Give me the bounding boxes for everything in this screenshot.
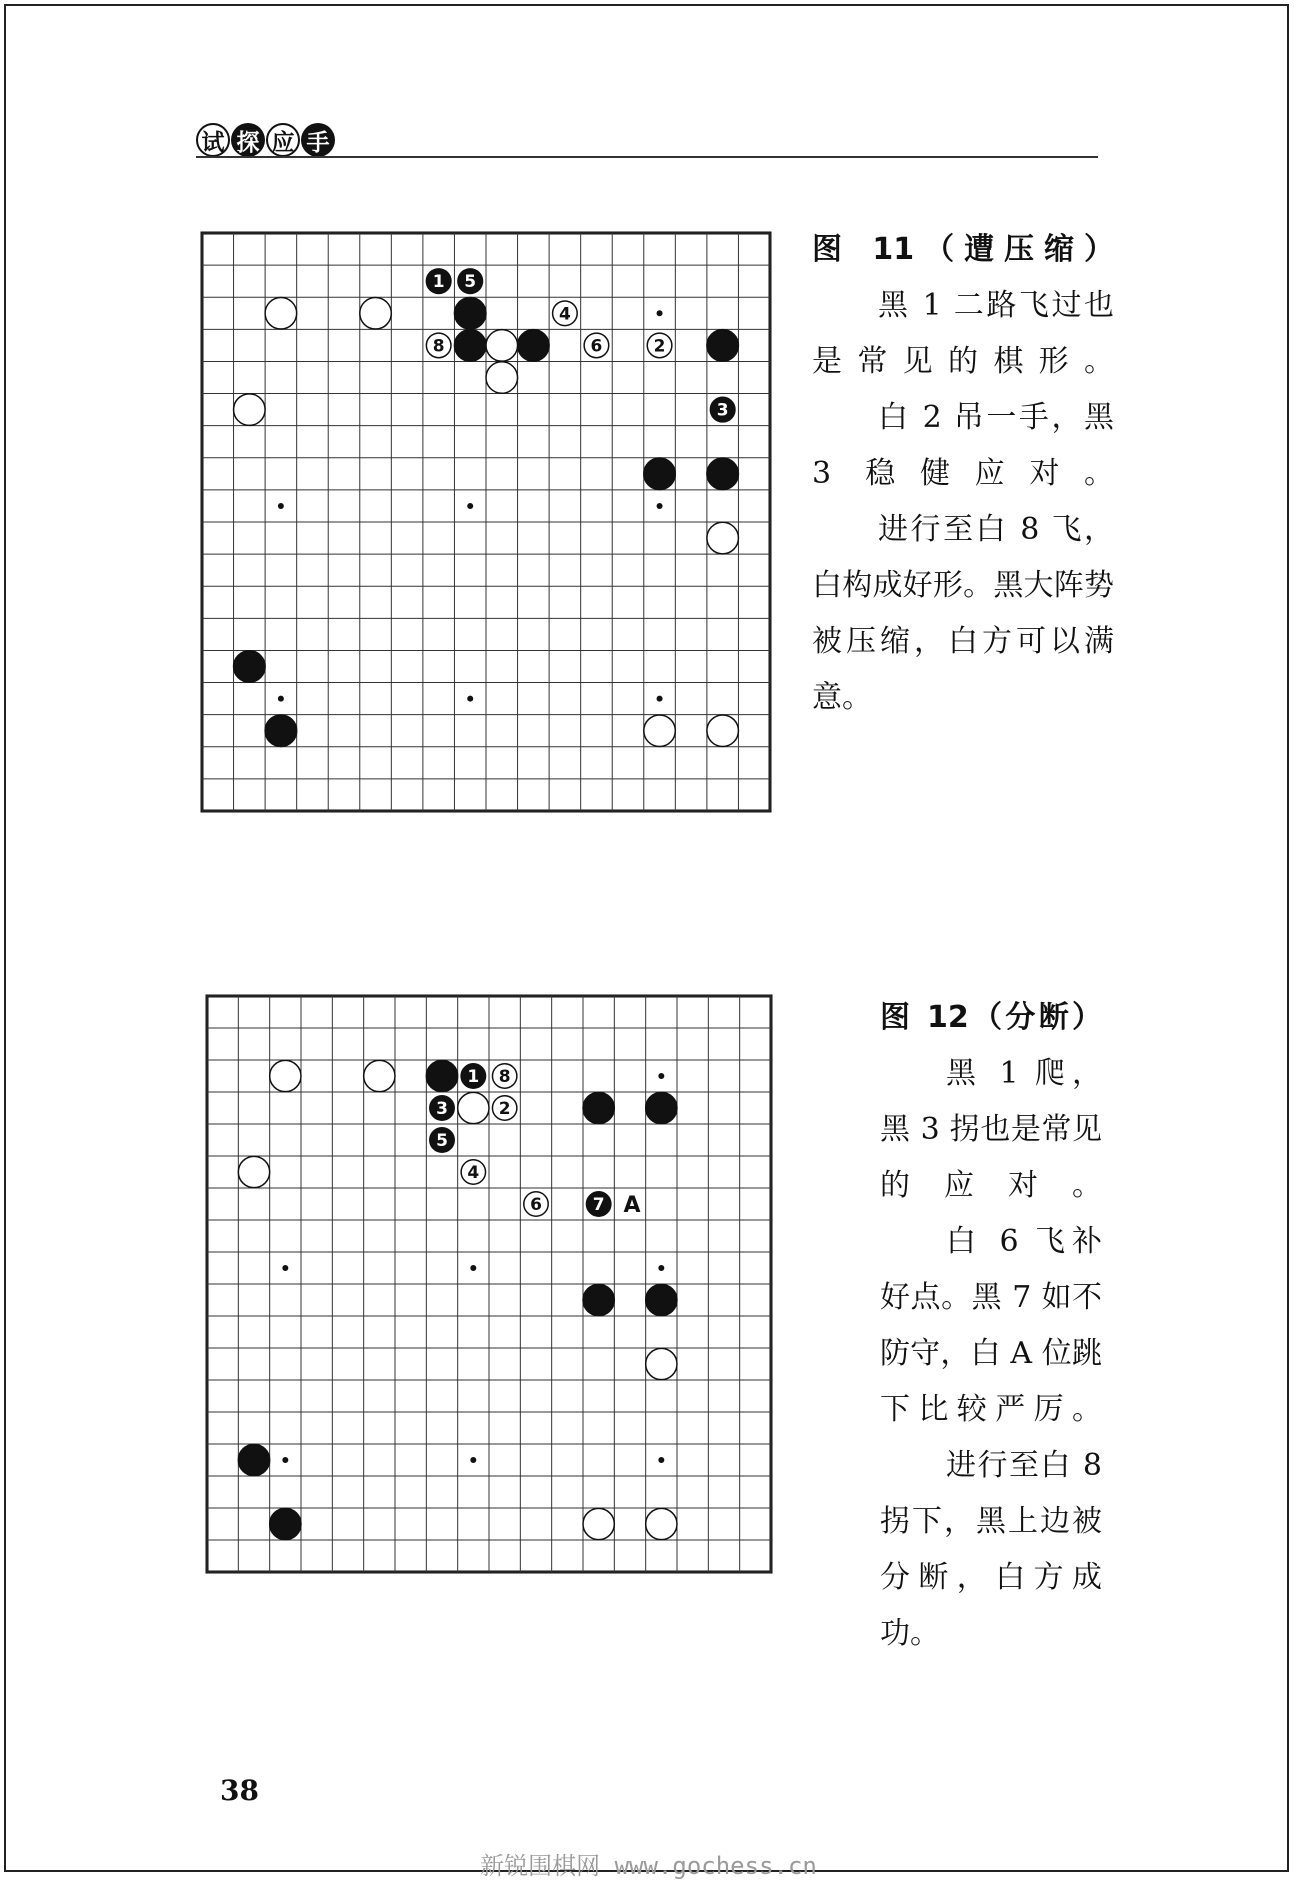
chapter-title-char: 试 — [196, 123, 230, 157]
star-point — [470, 1457, 476, 1463]
commentary-paragraph: 白 6 飞补好点。黑 7 如不防守，白 A 位跳下比较严厉。 — [880, 1224, 1102, 1427]
star-point — [657, 503, 663, 509]
diagram-caption: 图 11（遭压缩） — [812, 232, 1114, 267]
move-number: 1 — [432, 272, 445, 293]
black-stone — [707, 330, 739, 362]
move-number: 6 — [590, 336, 603, 357]
star-point — [282, 1457, 288, 1463]
chapter-title-char: 探 — [231, 123, 265, 157]
white-stone — [707, 522, 739, 554]
black-stone — [583, 1284, 614, 1315]
star-point — [470, 1265, 476, 1271]
white-stone — [238, 1156, 269, 1187]
black-stone — [518, 330, 550, 362]
diagram-12-text — [880, 990, 1102, 1662]
chapter-title-char: 手 — [301, 123, 335, 157]
move-number: 8 — [432, 336, 445, 357]
go-board-diagram-11 — [201, 232, 771, 812]
star-point — [657, 310, 663, 316]
move-number: 2 — [653, 336, 666, 357]
white-stone — [486, 330, 518, 362]
star-point — [278, 696, 284, 702]
white-stone — [707, 715, 739, 747]
black-stone — [583, 1092, 614, 1123]
white-stone — [364, 1060, 395, 1091]
star-point — [658, 1073, 664, 1079]
move-number: 4 — [558, 304, 571, 325]
watermark: 新锐围棋网 www.gochess.cn — [480, 1852, 817, 1880]
diagram-11-text — [812, 222, 1114, 726]
go-board-svg — [206, 995, 772, 1573]
move-number: 6 — [530, 1195, 542, 1215]
move-number: 4 — [467, 1163, 480, 1183]
black-stone — [644, 458, 676, 490]
white-stone — [646, 1348, 677, 1379]
star-point — [657, 696, 663, 702]
white-stone — [458, 1092, 489, 1123]
move-number: 8 — [498, 1067, 511, 1087]
black-stone — [234, 651, 266, 683]
white-stone — [265, 298, 297, 330]
black-stone — [646, 1092, 677, 1123]
white-stone — [644, 715, 676, 747]
chapter-title-char: 应 — [266, 123, 300, 157]
commentary-paragraph: 黑 1 爬，黑 3 拐也是常见的应对。 — [880, 1056, 1102, 1203]
white-stone — [486, 362, 518, 394]
black-stone — [426, 1060, 457, 1091]
chapter-header — [196, 120, 335, 160]
move-number: 5 — [464, 272, 477, 293]
black-stone — [238, 1444, 269, 1475]
black-stone — [270, 1508, 301, 1539]
commentary-paragraph: 进行至白 8 拐下，黑上边被分断，白方成功。 — [880, 1448, 1102, 1651]
move-number: 1 — [467, 1067, 480, 1087]
star-point — [658, 1457, 664, 1463]
black-stone — [646, 1284, 677, 1315]
move-number: 2 — [498, 1099, 511, 1119]
commentary-paragraph: 白 2 吊一手，黑 3 稳健应对。 — [812, 400, 1114, 491]
move-number: 3 — [716, 400, 729, 421]
go-board-diagram-12 — [206, 995, 772, 1573]
black-stone — [707, 458, 739, 490]
diagram-caption: 图 12（分断） — [880, 1000, 1102, 1035]
page-number: 38 — [220, 1774, 259, 1807]
go-board-svg — [201, 232, 771, 812]
black-stone — [454, 298, 486, 330]
star-point — [278, 503, 284, 509]
header-rule — [196, 156, 1098, 158]
white-stone — [583, 1508, 614, 1539]
move-number: 7 — [592, 1195, 605, 1215]
commentary-paragraph: 进行至白 8 飞，白构成好形。黑大阵势被压缩，白方可以满意。 — [812, 512, 1114, 715]
white-stone — [360, 298, 392, 330]
black-stone — [454, 330, 486, 362]
star-point — [467, 696, 473, 702]
star-point — [658, 1265, 664, 1271]
black-stone — [265, 715, 297, 747]
move-number: 5 — [436, 1131, 448, 1151]
star-point — [282, 1265, 288, 1271]
commentary-paragraph: 黑 1 二路飞过也是常见的棋形。 — [812, 288, 1114, 379]
position-label-a: A — [623, 1193, 641, 1218]
white-stone — [646, 1508, 677, 1539]
white-stone — [234, 394, 266, 426]
move-number: 3 — [436, 1099, 448, 1119]
white-stone — [270, 1060, 301, 1091]
star-point — [467, 503, 473, 509]
